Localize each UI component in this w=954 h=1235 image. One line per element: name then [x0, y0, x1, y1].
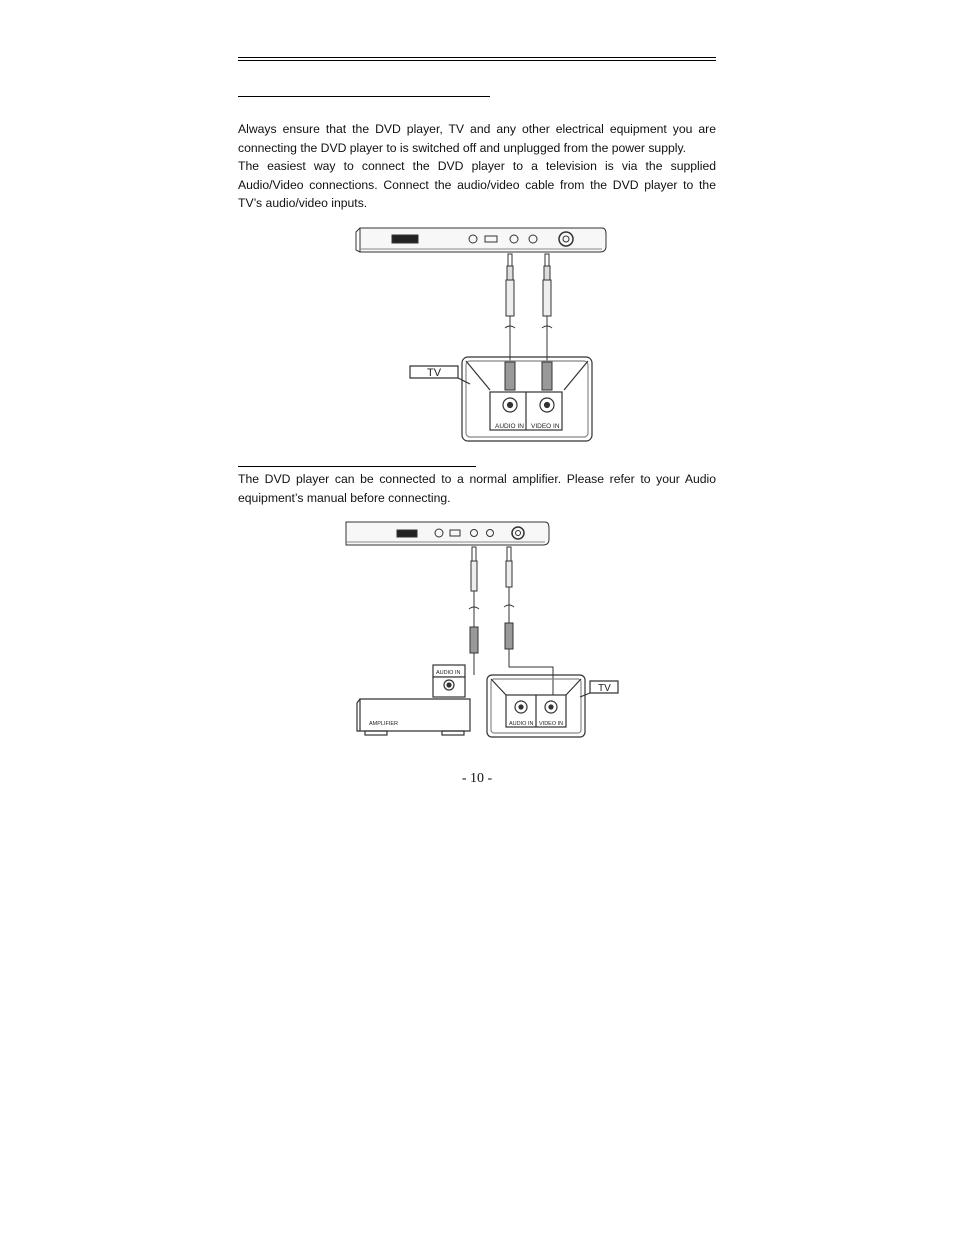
audio-in-label: AUDIO IN	[495, 423, 524, 430]
intro-paragraph-1: Always ensure that the DVD player, TV and any other electrical equipment you are connecting the DVD player to is switched off and unplugged from the power supply.	[238, 122, 716, 155]
amplifier-audio-in-label: AUDIO IN	[436, 670, 461, 676]
tv-label-2: TV	[598, 683, 611, 694]
intro-text	[238, 120, 716, 213]
header-rule-1	[238, 57, 716, 58]
video-in-label-2: VIDEO IN	[539, 721, 564, 727]
amplifier-cables	[469, 547, 553, 699]
amplifier-heading-underline	[238, 466, 476, 467]
tv-label: TV	[427, 367, 442, 379]
amplifier-label: AMPLIFIER	[369, 721, 399, 727]
dvd-player-panel-2	[346, 522, 549, 545]
section-heading-underline	[238, 96, 490, 97]
video-in-label: VIDEO IN	[531, 423, 560, 430]
dvd-player-panel	[356, 228, 606, 252]
tv-connection-diagram	[340, 220, 610, 448]
page-number: - 10 -	[461, 771, 493, 786]
amplifier-text	[238, 470, 716, 507]
intro-paragraph-2: The easiest way to connect the DVD player to a television is via the supplied Audio/Video connections. Connect the audio/video cable from the DVD player to the TV’s audio/video inputs.	[238, 159, 716, 210]
av-cable	[505, 254, 552, 390]
amplifier-connection-diagram	[340, 517, 630, 745]
audio-in-label-2: AUDIO IN	[509, 721, 534, 727]
amplifier-paragraph: The DVD player can be connected to a normal amplifier. Please refer to your Audio equipment’s manual before connecting.	[238, 472, 716, 505]
header-rule-2	[238, 60, 716, 61]
